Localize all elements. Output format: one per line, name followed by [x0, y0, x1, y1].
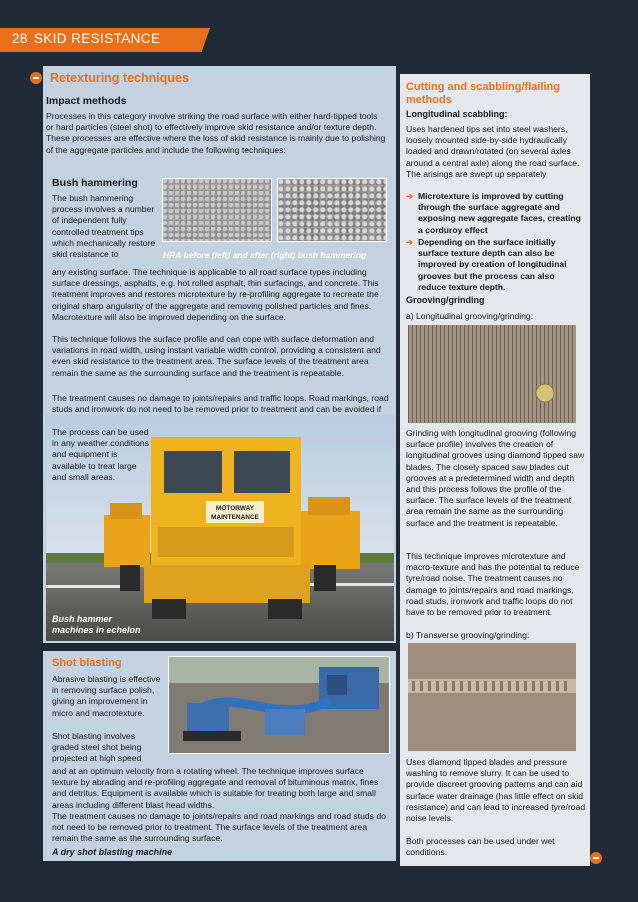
bush-text-5: The process can be used in any weather conditions and equipment is available to treat large and small areas. [52, 427, 149, 482]
shot-text-1: Abrasive blasting is effective in removing surface polish, giving an improvement in micro and macrotexture. [52, 674, 161, 718]
bush-text-2: any existing surface. The technique is applicable to all road surface types including surface dressings, asphalts, e.g. hot rolled asphalt, thin surfacings, and concrete. This treatment improves and restores microtexture by re-profiling aggregate to recreate the original sharp angularity of the aggregate and removing polished particles and fines. Macrotexture will also be improved depending on the surface. [52, 267, 379, 322]
arrow-right-icon: ➔ [406, 191, 414, 201]
minus-circle-icon[interactable] [590, 852, 602, 864]
shot-caption: A dry shot blasting machine [52, 847, 173, 857]
hra-after-image [277, 178, 387, 242]
long-grooving-label: a) Longitudinal grooving/grinding: [406, 311, 534, 321]
page-number: 28 [12, 31, 28, 46]
impact-intro: Processes in this category involve striking the road surface with either hard-tipped tools or hard particles (steel shot) to effectively improve skid resistance and/or texture depth. These processes are effective where the loss of skid resistance is mainly due to polishing of the aggregate particles and include the following techniques: [46, 111, 386, 155]
bush-caption-line-2: machines in echelon [52, 625, 141, 635]
shot-blasting-title: Shot blasting [52, 657, 122, 669]
hra-caption: HRA before (left) and after (right) bush hammering [163, 250, 367, 260]
bullet-texture-depth [406, 237, 582, 293]
shot-text-3: and at an optimum velocity from a rotating wheel. The technique improves surface texture by abrading and re-profiling aggregate and removal of bituminous matrix, fines and detritus. Equipment is available which is suitable for treating both large and small areas including different blast head widths. [52, 766, 379, 810]
bush-text-4: The treatment causes no damage to joints/repairs and traffic loops. Road markings, road studs and ironwork do not need to be removed prior to treatment and can be avoided if [52, 393, 389, 415]
long-scabbling-title: Longitudinal scabbling: [406, 109, 508, 119]
shot-blasting-machine-image [168, 656, 390, 754]
sign-line-2: MAINTENANCE [210, 514, 260, 521]
long-grooving-text-2: This technique improves microtexture and macro-texture and has the potential to reduce tyre/road noise. The treatment causes no damage to joints/repairs and road markings, road studs, ironwork and traffic loops do not have to be removed prior to treatment. [406, 551, 580, 618]
grooving-title: Grooving/grinding [406, 295, 485, 305]
impact-methods-title: Impact methods [46, 95, 127, 107]
trans-grooving-text: Uses diamond tipped blades and pressure washing to remove slurry. It can be used to provide discreet grooving patterns and can aid surface water drainage (has little effect on skid resistance) and can lead to increased tyre/road noise levels. [406, 757, 586, 824]
bush-machine-caption [52, 614, 141, 636]
bush-hammering-title: Bush hammering [52, 177, 138, 189]
bush-caption-line-1: Bush hammer [52, 614, 113, 624]
longitudinal-grooving-image [408, 325, 576, 423]
transverse-grooving-image [408, 643, 576, 751]
trans-grooving-label: b) Transverse grooving/grinding: [406, 630, 530, 640]
sign-line-1: MOTORWAY [215, 505, 255, 512]
arrow-right-icon: ➔ [406, 237, 414, 247]
cutting-title: Cutting and scabbling/flailing methods [406, 81, 560, 106]
bush-text-1: The bush hammering process involves a number of independent fully controlled treatment tips which mechanically restore skid resistance to [52, 193, 156, 260]
section-name: SKID RESISTANCE [33, 31, 161, 46]
long-scabbling-text: Uses hardened tips set into steel washers, loosely mounted side-by-side hydraulically loaded and drawn/rotated (on several axles around a central axle) along the road surface. The arisings are swept up separately [406, 124, 580, 179]
bullet-1-text: Microtexture is improved by cutting through the surface aggregate and exposing new aggregate faces, creating a corduroy effect [418, 191, 581, 235]
long-grooving-text: Grinding with longitudinal grooving (following surface profile) involves the creation of longitudinal grooves using diamond tipped saw blades. The closely spaced saw blades cut grooves at a predetermined width and depth and this process follows the profile of the surface. The surface levels of the treatment area remain the same as the surrounding surface and the treatment is repeatable. [406, 428, 585, 528]
section-header [12, 31, 160, 46]
both-processes-text: Both processes can be used under wet conditions. [406, 836, 555, 858]
shot-text-4: The treatment causes no damage to joints/repairs and road markings and road studs do not need to be removed prior to treatment. The surface levels of the treatment area remain the same as the surrounding surface. [52, 811, 386, 844]
bullet-2-text: Depending on the surface initially surface texture depth can also be improved by creation of longitudinal grooves but the process can also reduce texture depth. [418, 237, 567, 292]
shot-text-2: Shot blasting involves graded steel shot being projected at high speed [52, 731, 142, 764]
bush-text-3: This technique follows the surface profile and can cope with surface deformation and variations in road width, using instant variable width control, providing a consistent and even skid resistance to the treatment area. The surface levels of the treatment area remain the same as the surrounding surface and the treatment is repeatable. [52, 334, 381, 378]
retexturing-title: Retexturing techniques [50, 71, 189, 85]
bullet-microtexture [406, 191, 582, 236]
minus-circle-icon[interactable] [30, 72, 42, 84]
hra-before-image [162, 178, 272, 242]
